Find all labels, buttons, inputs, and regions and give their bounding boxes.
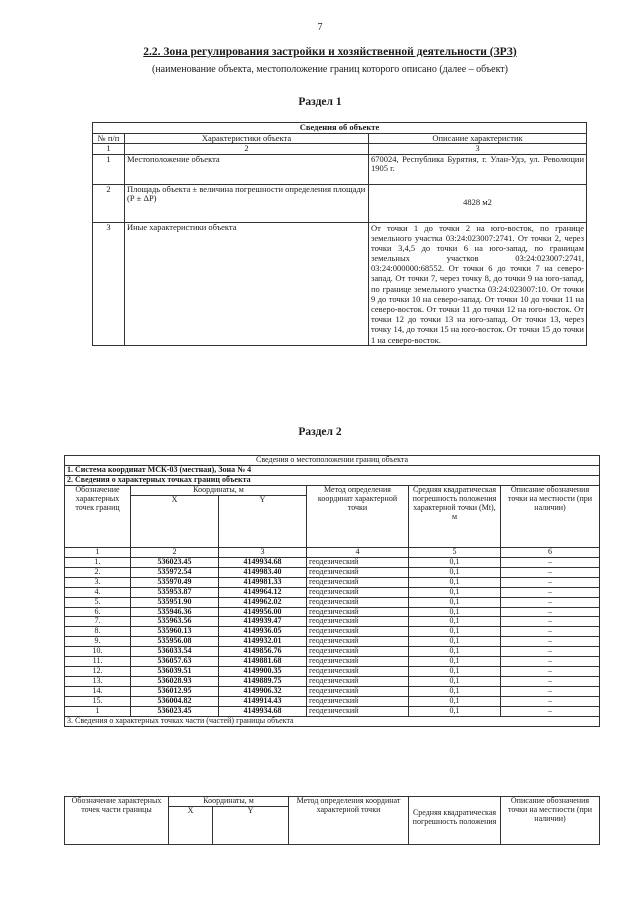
points-body [65, 557, 600, 716]
part-points-table [64, 796, 600, 845]
point-description: – [501, 607, 600, 617]
point-number: 6. [65, 607, 131, 617]
point-number: 12. [65, 667, 131, 677]
row-characteristic: Местоположение объекта [125, 154, 369, 184]
index-cell: 1 [93, 144, 125, 155]
point-number: 4. [65, 587, 131, 597]
point-accuracy: 0,1 [409, 687, 501, 697]
page-subheading: (наименование объекта, местоположение границ которого описано (далее – объект) [151, 64, 509, 75]
points-title: 2. Сведения о характерных точках границ объекта [65, 475, 600, 485]
point-y: 4149981.33 [219, 577, 307, 587]
index-cell: 3 [369, 144, 587, 155]
point-description: – [501, 687, 600, 697]
point-x: 535963.56 [131, 617, 219, 627]
parts-header-x: X [169, 806, 213, 844]
point-x: 535956.08 [131, 637, 219, 647]
table-row [93, 154, 587, 184]
row-number: 3 [93, 222, 125, 345]
point-x: 536028.93 [131, 677, 219, 687]
table-row [65, 607, 600, 617]
point-accuracy: 0,1 [409, 607, 501, 617]
header-accuracy: Средняя квадратическая погрешность положения характерной точки (Mt), м [409, 485, 501, 547]
point-x: 535951.90 [131, 597, 219, 607]
point-number: 14. [65, 687, 131, 697]
point-x: 536033.54 [131, 647, 219, 657]
point-description: – [501, 667, 600, 677]
table-row [65, 627, 600, 637]
parts-title: 3. Сведения о характерных точках части (частей) границы объекта [65, 717, 600, 727]
point-accuracy: 0,1 [409, 657, 501, 667]
header-method: Метод определения координат характерной точки [307, 485, 409, 547]
point-y: 4149934.68 [219, 557, 307, 567]
point-method: геодезический [307, 647, 409, 657]
table-row [65, 707, 600, 717]
point-description: – [501, 637, 600, 647]
table-row [65, 637, 600, 647]
point-method: геодезический [307, 567, 409, 577]
point-description: – [501, 697, 600, 707]
row-number: 1 [93, 154, 125, 184]
point-y: 4149956.00 [219, 607, 307, 617]
object-info-table [92, 122, 587, 346]
point-method: геодезический [307, 657, 409, 667]
table-row [65, 677, 600, 687]
table-row [65, 647, 600, 657]
table-row [93, 184, 587, 222]
table-row [65, 587, 600, 597]
parts-header-designation: Обозначение характерных точек части границы [65, 797, 169, 845]
point-y: 4149983.40 [219, 567, 307, 577]
point-x: 536012.95 [131, 687, 219, 697]
point-description: – [501, 587, 600, 597]
point-y: 4149900.35 [219, 667, 307, 677]
point-x: 535953.87 [131, 587, 219, 597]
point-method: геодезический [307, 697, 409, 707]
point-y: 4149934.68 [219, 707, 307, 717]
point-method: геодезический [307, 617, 409, 627]
point-accuracy: 0,1 [409, 647, 501, 657]
point-method: геодезический [307, 677, 409, 687]
point-description: – [501, 597, 600, 607]
index-cell: 3 [219, 547, 307, 557]
point-accuracy: 0,1 [409, 667, 501, 677]
point-x: 535946.36 [131, 607, 219, 617]
point-x: 536023.45 [131, 707, 219, 717]
parts-header-accuracy: Средняя квадратическая погрешность положения [409, 797, 501, 845]
coordinate-system: 1. Система координат МСК-03 (местная), Зона № 4 [65, 465, 600, 475]
row-value: 670024, Республика Бурятия, г. Улан-Удэ, ул. Революции 1905 г. [369, 154, 587, 184]
point-accuracy: 0,1 [409, 707, 501, 717]
point-y: 4149939.47 [219, 617, 307, 627]
index-cell: 4 [307, 547, 409, 557]
header-description: Описание обозначения точки на местности (при наличии) [501, 485, 600, 547]
boundary-points-table [64, 455, 600, 727]
row-characteristic: Площадь объекта ± величина погрешности определения площади (Р ± ΔР) [125, 184, 369, 222]
point-x: 536023.45 [131, 557, 219, 567]
section2-title: Раздел 2 [298, 426, 342, 438]
point-accuracy: 0,1 [409, 557, 501, 567]
point-description: – [501, 657, 600, 667]
table-row [65, 557, 600, 567]
point-number: 8. [65, 627, 131, 637]
point-x: 536004.82 [131, 697, 219, 707]
point-method: геодезический [307, 687, 409, 697]
point-number: 11. [65, 657, 131, 667]
point-y: 4149962.02 [219, 597, 307, 607]
point-number: 10. [65, 647, 131, 657]
header-description: Описание характеристик [369, 133, 587, 144]
parts-header-coords: Координаты, м [169, 797, 289, 807]
point-y: 4149914.43 [219, 697, 307, 707]
index-cell: 2 [131, 547, 219, 557]
point-y: 4149889.75 [219, 677, 307, 687]
index-row [65, 547, 600, 557]
point-x: 535970.49 [131, 577, 219, 587]
point-description: – [501, 577, 600, 587]
header-characteristic: Характеристики объекта [125, 133, 369, 144]
point-y: 4149932.01 [219, 637, 307, 647]
row-number: 2 [93, 184, 125, 222]
parts-header-method: Метод определения координат характерной точки [289, 797, 409, 845]
row-value: От точки 1 до точки 2 на юго-восток, по границе земельного участка 03:24:023007:2741. От точки 2, через точки 3,4,5 до точки 6 на юго-запад, по границам земельных участков 03:24:023007:2741, 03:24:000000:68552. От точки 6 до точки 7 на северо-запад. От точки 7, через точку 8, до точки 9 на юго-запад, по границе земельного участка 03:24:023007:10. От точки 9 до точки 10 на северо-запад. От точки 10 до точки 11 на северо-восток. От точки 11 до точки 12 на юго-восток. От точки 12 до точки 13 на юго-запад. От точки 13, через точку 14, до точки 15 на юго-восток. От точки 15 до точки 1 на северо-восток. [369, 222, 587, 345]
table-row [65, 597, 600, 607]
point-x: 535972.54 [131, 567, 219, 577]
point-accuracy: 0,1 [409, 627, 501, 637]
page-number: 7 [317, 22, 323, 33]
table-header-row [93, 133, 587, 144]
parts-header-description: Описание обозначения точки на местности (при наличии) [501, 797, 600, 845]
point-y: 4149856.76 [219, 647, 307, 657]
table-title: Сведения об объекте [93, 123, 587, 134]
table-row [65, 657, 600, 667]
section1-title: Раздел 1 [298, 96, 342, 108]
point-number: 9. [65, 637, 131, 647]
point-accuracy: 0,1 [409, 617, 501, 627]
point-method: геодезический [307, 637, 409, 647]
point-description: – [501, 567, 600, 577]
table-row [65, 577, 600, 587]
header-coords: Координаты, м [131, 485, 307, 495]
table-row [93, 222, 587, 345]
point-accuracy: 0,1 [409, 587, 501, 597]
point-y: 4149964.12 [219, 587, 307, 597]
point-method: геодезический [307, 557, 409, 567]
point-y: 4149936.05 [219, 627, 307, 637]
index-row [93, 144, 587, 155]
point-method: геодезический [307, 597, 409, 607]
header-y: Y [219, 495, 307, 547]
point-description: – [501, 677, 600, 687]
table-row [65, 697, 600, 707]
point-method: геодезический [307, 607, 409, 617]
header-number: № п/п [93, 133, 125, 144]
point-accuracy: 0,1 [409, 597, 501, 607]
point-accuracy: 0,1 [409, 677, 501, 687]
point-number: 15. [65, 697, 131, 707]
index-cell: 6 [501, 547, 600, 557]
point-accuracy: 0,1 [409, 697, 501, 707]
point-accuracy: 0,1 [409, 637, 501, 647]
header-designation: Обозначение характерных точек границ [65, 485, 131, 547]
table-row [65, 667, 600, 677]
row-value: 4828 м2 [369, 184, 587, 222]
table-row [65, 567, 600, 577]
table-title: Сведения о местоположении границ объекта [65, 456, 600, 466]
point-number: 3. [65, 577, 131, 587]
table-title-row [93, 123, 587, 134]
parts-header-y: Y [213, 806, 289, 844]
point-description: – [501, 627, 600, 637]
point-x: 535960.13 [131, 627, 219, 637]
point-description: – [501, 647, 600, 657]
point-y: 4149881.68 [219, 657, 307, 667]
point-x: 536039.51 [131, 667, 219, 677]
point-method: геодезический [307, 587, 409, 597]
point-number: 1 [65, 707, 131, 717]
index-cell: 1 [65, 547, 131, 557]
point-method: геодезический [307, 627, 409, 637]
point-description: – [501, 707, 600, 717]
point-number: 5. [65, 597, 131, 607]
point-number: 13. [65, 677, 131, 687]
point-accuracy: 0,1 [409, 567, 501, 577]
table-row [65, 687, 600, 697]
row-characteristic: Иные характеристики объекта [125, 222, 369, 345]
point-method: геодезический [307, 667, 409, 677]
index-cell: 5 [409, 547, 501, 557]
point-method: геодезический [307, 577, 409, 587]
point-number: 2. [65, 567, 131, 577]
point-number: 1. [65, 557, 131, 567]
point-accuracy: 0,1 [409, 577, 501, 587]
page-heading: 2.2. Зона регулирования застройки и хозяйственной деятельности (ЗРЗ) [143, 46, 517, 58]
point-description: – [501, 557, 600, 567]
index-cell: 2 [125, 144, 369, 155]
point-y: 4149906.32 [219, 687, 307, 697]
point-description: – [501, 617, 600, 627]
table-row [65, 617, 600, 627]
point-number: 7. [65, 617, 131, 627]
header-x: X [131, 495, 219, 547]
point-method: геодезический [307, 707, 409, 717]
point-x: 536057.63 [131, 657, 219, 667]
